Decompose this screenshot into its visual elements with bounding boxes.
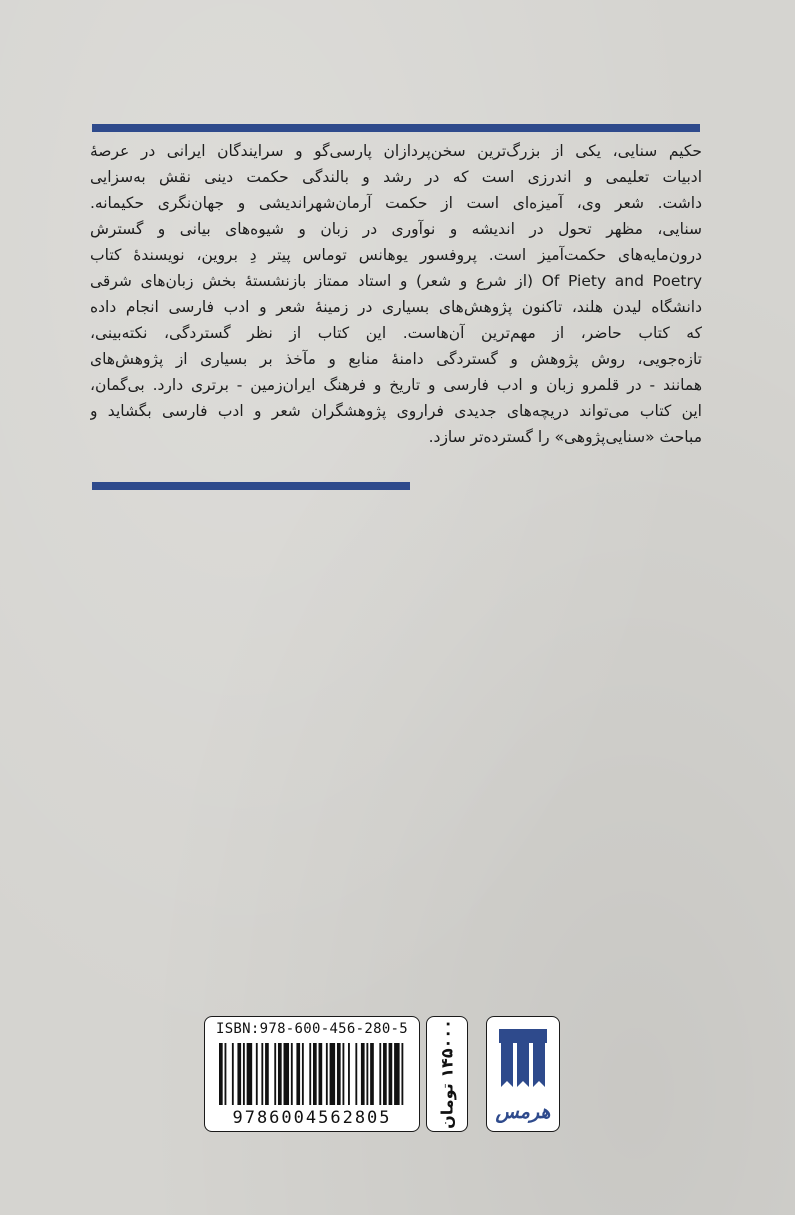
blurb-line: تازه‌جویی، روش پژوهش و گستردگی دامنهٔ منابع و مآخذ بر بسیاری از پژوهش‌های [90,350,702,368]
price-label: ۱۴۵۰۰۰ تومان [437,1019,457,1129]
barcode-icon [219,1043,407,1105]
blurb-line: دانشگاه لیدن هلند، تاکنون پژوهش‌های بسیاری در زمینهٔ شعر و ادب فارسی انجام داده [90,298,702,316]
blurb-line: که کتاب حاضر، از مهم‌ترین آن‌هاست. این کتاب از نظر گستردگی، نکته‌بینی، [90,324,702,342]
blurb-paragraph [90,138,702,450]
top-blue-rule [92,124,700,132]
blurb-line: این کتاب می‌تواند دریچه‌های جدیدی فراروی پژوهشگران شعر و ادب فارسی بگشاید و [90,402,702,420]
blurb-line: درون‌مایه‌های حکمت‌آمیز است. پروفسور یوهانس توماس پیتر دِ بروین، نویسندهٔ کتاب [90,246,702,264]
blurb-line: Of Piety and Poetry (از شرع و شعر) و استاد ممتاز بازنشستهٔ بخش زبان‌های شرقی [90,272,702,290]
bottom-blue-rule [92,482,410,490]
blurb-line: سنایی، مظهر تحول در اندیشه و نوآوری در زبان و شیوه‌های بیانی و گسترش [90,220,702,238]
blurb-line: مباحث «سنایی‌پژوهی» را گسترده‌تر سازد. [428,428,702,446]
blurb-line: داشت. شعر وی، آمیزه‌ای است از حکمت آرمان‌شهراندیشی و جهان‌نگری حکیمانه. [90,194,702,212]
isbn-label: ISBN:978-600-456-280-5 [215,1021,409,1037]
blurb-line: ادبیات تعلیمی و اندرزی است که در رشد و بالندگی حکمت دینی نقش به‌سزایی [90,168,702,186]
price-panel [426,1016,468,1132]
ean-digits: 9786004562805 [232,1108,392,1128]
publisher-logo-panel [486,1016,560,1132]
blurb-line: حکیم سنایی، یکی از بزرگ‌ترین سخن‌پردازان پارسی‌گو و سرایندگان ایرانی در عرصهٔ [90,142,702,160]
books-logo-icon [497,1027,549,1097]
barcode-panel [204,1016,420,1132]
blurb-line: همانند - در قلمرو زبان و ادب فارسی و تاریخ و فرهنگ ایران‌زمین - برتری دارد. بی‌گمان، [90,376,702,394]
publisher-name: هرمس [495,1101,551,1123]
